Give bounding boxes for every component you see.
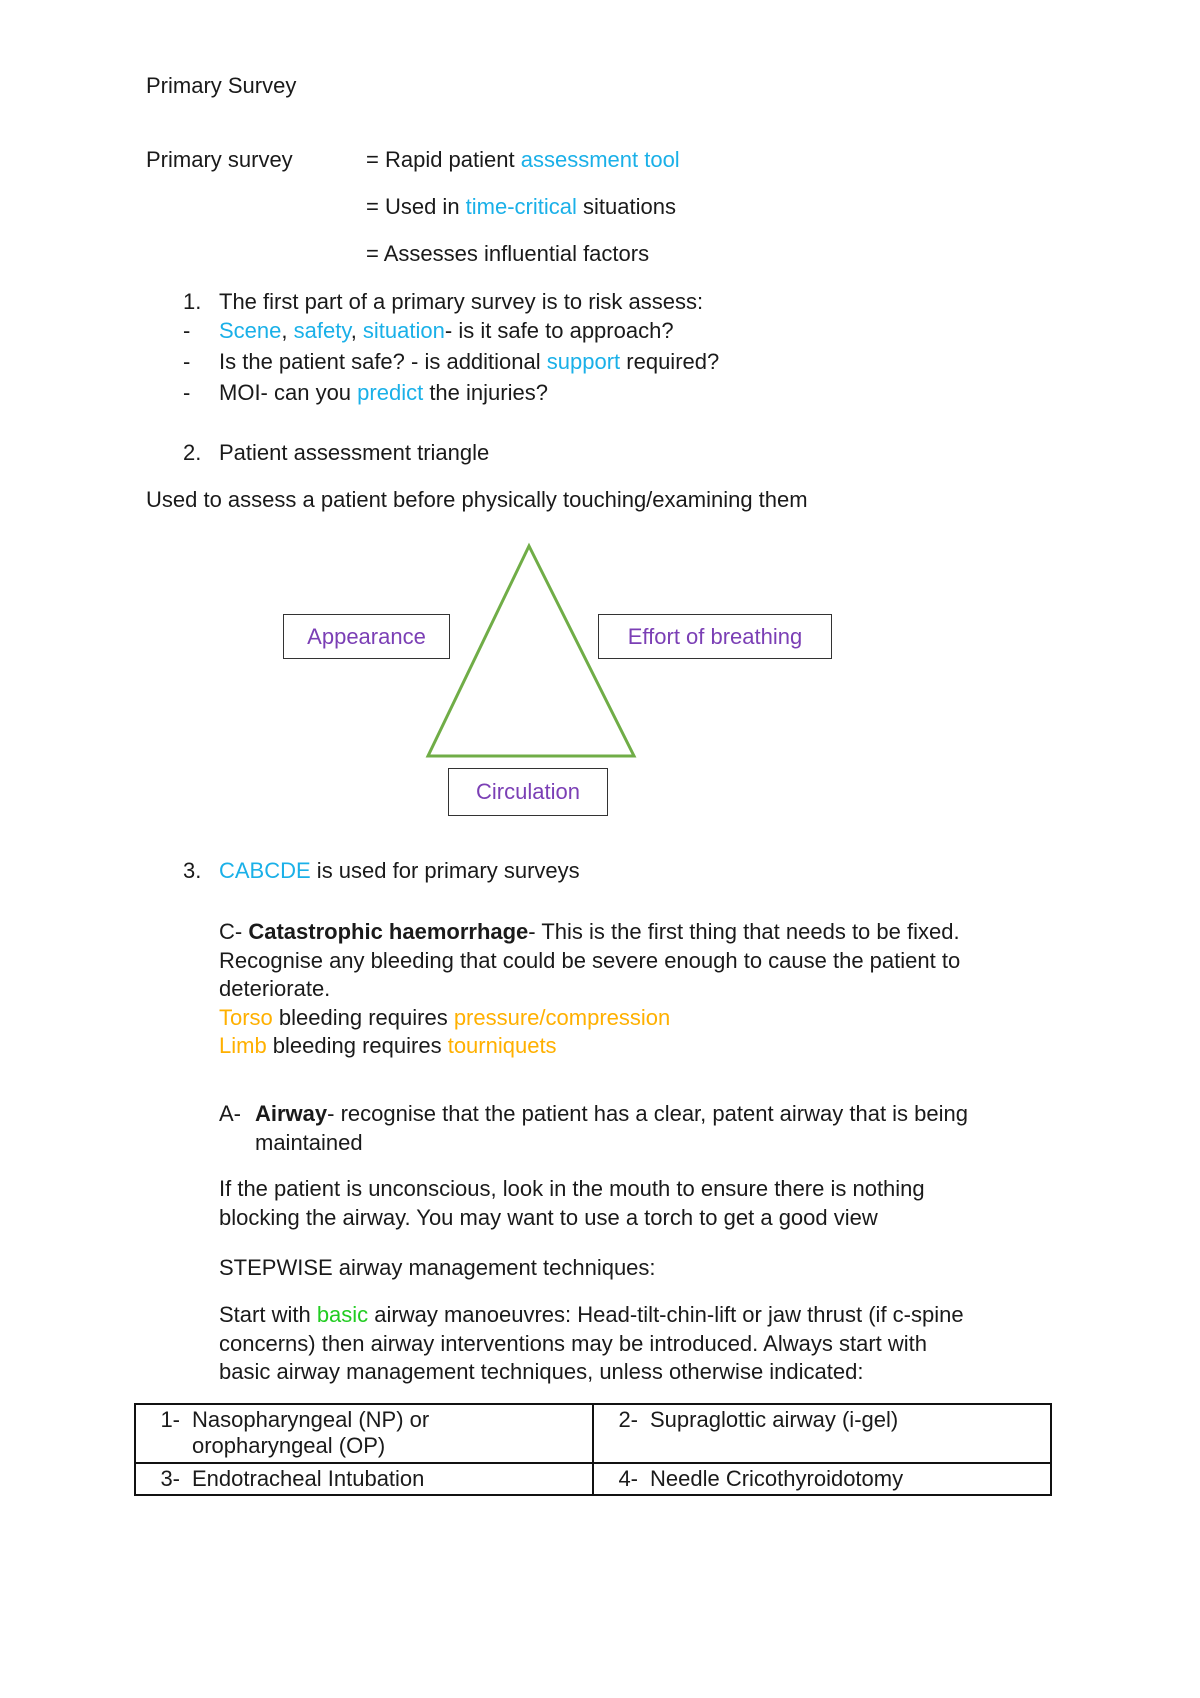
circulation-box: Circulation: [448, 768, 608, 816]
definition-term: Primary survey: [146, 147, 293, 172]
catastrophic-haemorrhage-block: C- Catastrophic haemorrhage- This is the first thing that needs to be fixed. Recognise any bleeding that could be severe enough to cause the patient to deteriorate. Torso bleeding requires pressure/compression Limb bleeding requires tourniquets: [219, 919, 961, 1059]
table-cell: 2- Supraglottic airway (i-gel): [593, 1404, 1051, 1463]
definition-line-1: = Rapid patient assessment tool: [366, 147, 680, 172]
airway-heading-block: A- Airway- recognise that the patient has a clear, patent airway that is being maintained: [219, 1101, 968, 1155]
risk-bullet-2: - Is the patient safe? - is additional support required?: [183, 349, 720, 374]
definition-line-2: = Used in time-critical situations: [366, 194, 676, 219]
effort-of-breathing-box: Effort of breathing: [598, 614, 832, 659]
risk-bullet-3: - MOI- can you predict the injuries?: [183, 380, 548, 405]
triangle-intro: Used to assess a patient before physically touching/examining them: [146, 487, 808, 512]
section-3-heading: 3. CABCDE is used for primary surveys: [183, 858, 580, 883]
table-row: [135, 1404, 1051, 1463]
appearance-box: Appearance: [283, 614, 450, 659]
table-cell: 3- Endotracheal Intubation: [135, 1463, 593, 1495]
unconscious-paragraph: If the patient is unconscious, look in the mouth to ensure there is nothing blocking the airway. You may want to use a torch to get a good view: [219, 1176, 925, 1230]
table-cell: 4- Needle Cricothyroidotomy: [593, 1463, 1051, 1495]
stepwise-heading: STEPWISE airway management techniques:: [219, 1255, 656, 1280]
table-cell: 1- Nasopharyngeal (NP) or oropharyngeal (OP): [135, 1404, 593, 1463]
risk-bullet-1: - Scene, safety, situation- is it safe to approach?: [183, 318, 674, 343]
table-row: [135, 1463, 1051, 1495]
section-1-heading: 1. The first part of a primary survey is to risk assess:: [183, 289, 704, 314]
section-2-heading: 2. Patient assessment triangle: [183, 440, 490, 465]
airway-techniques-table: [134, 1403, 1052, 1496]
definition-line-3: = Assesses influential factors: [366, 241, 650, 266]
basic-manoeuvres-paragraph: Start with basic airway manoeuvres: Head-tilt-chin-lift or jaw thrust (if c-spine concerns) then airway interventions may be introduced. Always start with basic airway management techniques, unless otherwise indicated:: [219, 1302, 964, 1385]
page-title: Primary Survey: [146, 73, 297, 98]
